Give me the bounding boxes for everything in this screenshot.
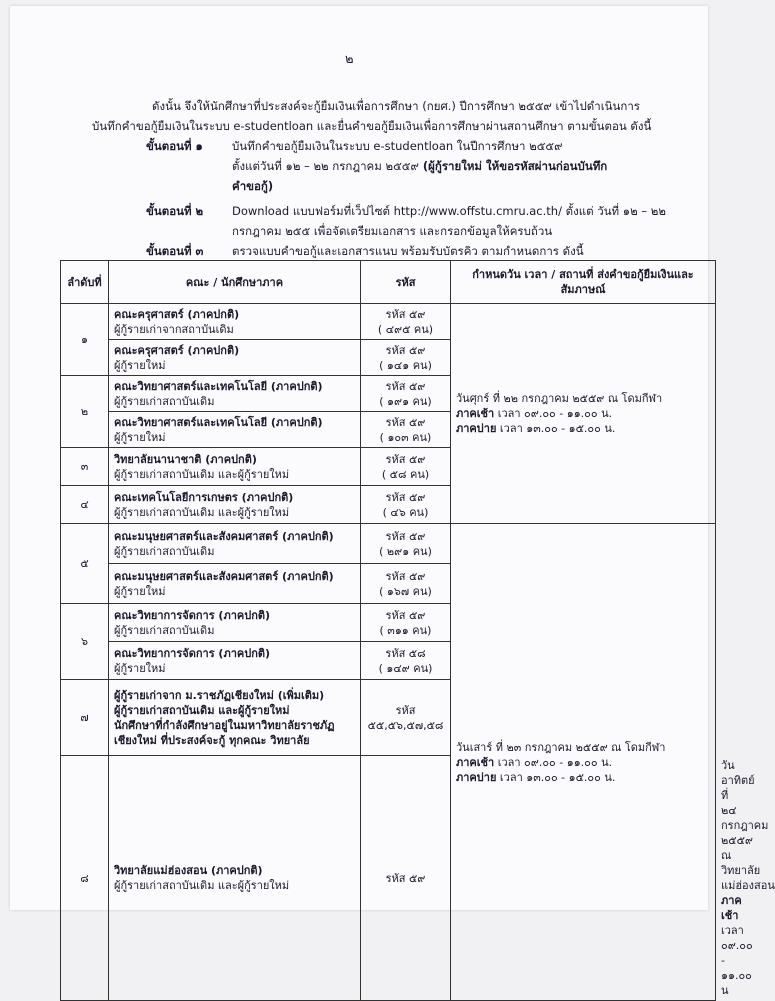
header-schedule: กำหนดวัน เวลา / สถานที่ ส่งคำขอกู้ยืมเงินและสัมภาษณ์: [451, 261, 716, 304]
step-2-text: Download แบบฟอร์มที่เว็ปไซต์ http://www.offstu.cmru.ac.th/ ตั้งแต่ วันที่ ๑๒ – ๒๒: [232, 204, 666, 218]
code-cell: รหัส ๕๙ ( ๕๘ คน): [361, 448, 451, 486]
faculty-cell: คณะครุศาสตร์ (ภาคปกติ) ผู้กู้รายใหม่: [109, 340, 361, 376]
schedule-cell-2: วันเสาร์ ที่ ๒๓ กรกฎาคม ๒๕๕๙ ณ โดมกีฬา ภาคเช้า เวลา ๐๙.๐๐ - ๑๑.๐๐ น. ภาคบ่าย เวลา ๑๓.๐๐ - ๑๕.๐๐ น.: [451, 524, 716, 1001]
faculty-cell: คณะเทคโนโลยีการเกษตร (ภาคปกติ) ผู้กู้รายเก่าสถาบันเดิม และผู้กู้รายใหม่: [109, 486, 361, 524]
code-cell: รหัส ๕๕,๕๖,๕๗,๕๘: [361, 680, 451, 756]
step-1-label: ขั้นตอนที่ ๑: [146, 139, 203, 153]
code-cell: รหัส ๕๙ ( ๔๖ คน): [361, 486, 451, 524]
page-number: ๒: [345, 52, 354, 67]
faculty-cell: ผู้กู้รายเก่าจาก ม.ราชภัฏเชียงใหม่ (เพิ่มเติม) ผู้กู้รายเก่าสถาบันเดิม และผู้กู้รายใหม่ นักศึกษาที่กำลังศึกษาอยู่ในมหาวิทยาลัยราชภัฏ เชียงใหม่ ที่ประสงค์จะกู้ ทุกคณะ วิทยาลัย: [109, 680, 361, 756]
faculty-cell: วิทยาลัยนานาชาติ (ภาคปกติ) ผู้กู้รายเก่าสถาบันเดิม และผู้กู้รายใหม่: [109, 448, 361, 486]
step-3-text: ตรวจแบบคำขอกู้และเอกสารแนบ พร้อมรับบัตรคิว ตามกำหนดการ ดังนี้: [232, 244, 584, 258]
faculty-cell: คณะมนุษยศาสตร์และสังคมศาสตร์ (ภาคปกติ) ผู้กู้รายใหม่: [109, 564, 361, 604]
row-number: ๗: [61, 680, 109, 756]
intro-line-2: บันทึกคำขอกู้ยืมเงินในระบบ e-studentloan และยื่นคำขอกู้ยืมเงินเพื่อการศึกษาผ่านสถานศึกษา ตามขั้นตอน ดังนี้: [92, 119, 652, 133]
header-no: ลำดับที่: [61, 261, 109, 304]
row-number: ๘: [61, 756, 109, 1001]
step-3-label: ขั้นตอนที่ ๓: [146, 244, 204, 258]
step-2-text-2: กรกฎาคม ๒๕๕ เพื่อจัดเตรียมเอกสาร และกรอกข้อมูลให้ครบถ้วน: [232, 224, 553, 238]
code-cell: รหัส ๕๙ ( ๒๙๑ คน): [361, 524, 451, 564]
table-row: [61, 524, 716, 564]
code-cell: รหัส ๕๙ ( ๑๐๓ คน): [361, 412, 451, 448]
row-number: ๓: [61, 448, 109, 486]
code-cell: รหัส ๕๘ ( ๑๔๙ คน): [361, 642, 451, 680]
code-cell: รหัส ๕๙ ( ๑๙๑ คน): [361, 376, 451, 412]
code-cell: รหัส ๕๙ ( ๔๙๕ คน): [361, 304, 451, 340]
step-2-label: ขั้นตอนที่ ๒: [146, 204, 204, 218]
code-cell: รหัส ๕๙ ( ๓๑๑ คน): [361, 604, 451, 642]
intro-line-1: ดังนั้น จึงให้นักศึกษาที่ประสงค์จะกู้ยืมเงินเพื่อการศึกษา (กยศ.) ปีการศึกษา ๒๕๕๙ เข้าไปดำเนินการ: [152, 99, 640, 113]
faculty-cell: คณะวิทยาการจัดการ (ภาคปกติ) ผู้กู้รายใหม่: [109, 642, 361, 680]
faculty-cell: วิทยาลัยแม่ฮ่องสอน (ภาคปกติ) ผู้กู้รายเก่าสถาบันเดิม และผู้กู้รายใหม่: [109, 756, 361, 1001]
step-1-note: คำขอกู้): [232, 179, 274, 193]
code-cell: รหัส ๕๙: [361, 756, 451, 1001]
row-number: ๒: [61, 376, 109, 448]
code-cell: รหัส ๕๙ ( ๑๔๑ คน): [361, 340, 451, 376]
code-cell: รหัส ๕๙ ( ๑๖๗ คน): [361, 564, 451, 604]
faculty-cell: คณะครุศาสตร์ (ภาคปกติ) ผู้กู้รายเก่าจากสถาบันเดิม: [109, 304, 361, 340]
header-faculty: คณะ / นักศึกษาภาค: [109, 261, 361, 304]
row-number: ๑: [61, 304, 109, 376]
table-header-row: [61, 261, 716, 304]
header-code: รหัส: [361, 261, 451, 304]
step-1-text: บันทึกคำขอกู้ยืมเงินในระบบ e-studentloan ในปีการศึกษา ๒๕๕๙: [232, 139, 563, 153]
faculty-cell: คณะวิทยาการจัดการ (ภาคปกติ) ผู้กู้รายเก่าสถาบันเดิม: [109, 604, 361, 642]
row-number: ๖: [61, 604, 109, 680]
step-1-date: ตั้งแต่วันที่ ๑๒ – ๒๒ กรกฎาคม ๒๕๕๙ (ผู้กู้รายใหม่ ให้ขอรหัสผ่านก่อนบันทึก: [232, 159, 608, 173]
faculty-cell: คณะวิทยาศาสตร์และเทคโนโลยี (ภาคปกติ) ผู้กู้รายใหม่: [109, 412, 361, 448]
schedule-cell-1: วันศุกร์ ที่ ๒๒ กรกฎาคม ๒๕๕๙ ณ โดมกีฬา ภาคเช้า เวลา ๐๙.๐๐ - ๑๑.๐๐ น. ภาคบ่าย เวลา ๑๓.๐๐ - ๑๕.๐๐ น.: [451, 304, 716, 524]
schedule-table: [60, 260, 775, 1001]
faculty-cell: คณะวิทยาศาสตร์และเทคโนโลยี (ภาคปกติ) ผู้กู้รายเก่าสถาบันเดิม: [109, 376, 361, 412]
row-number: ๔: [61, 486, 109, 524]
faculty-cell: คณะมนุษยศาสตร์และสังคมศาสตร์ (ภาคปกติ) ผู้กู้รายเก่าสถาบันเดิม: [109, 524, 361, 564]
table-row: [61, 304, 716, 340]
row-number: ๕: [61, 524, 109, 604]
table-row: ๘ วิทยาลัยแม่ฮ่องสอน (ภาคปกติ) ผู้กู้รายเก่าสถาบันเดิม และผู้กู้รายใหม่ รหัส ๕๙ วันอาทิตย์ ที่ ๒๔ กรกฎาคม ๒๕๕๙ ณ วิทยาลัยแม่ฮ่องสอน ภาคเช้า เวลา ๐๙.๐๐ - ๑๑.๐๐ น: [61, 756, 716, 1001]
